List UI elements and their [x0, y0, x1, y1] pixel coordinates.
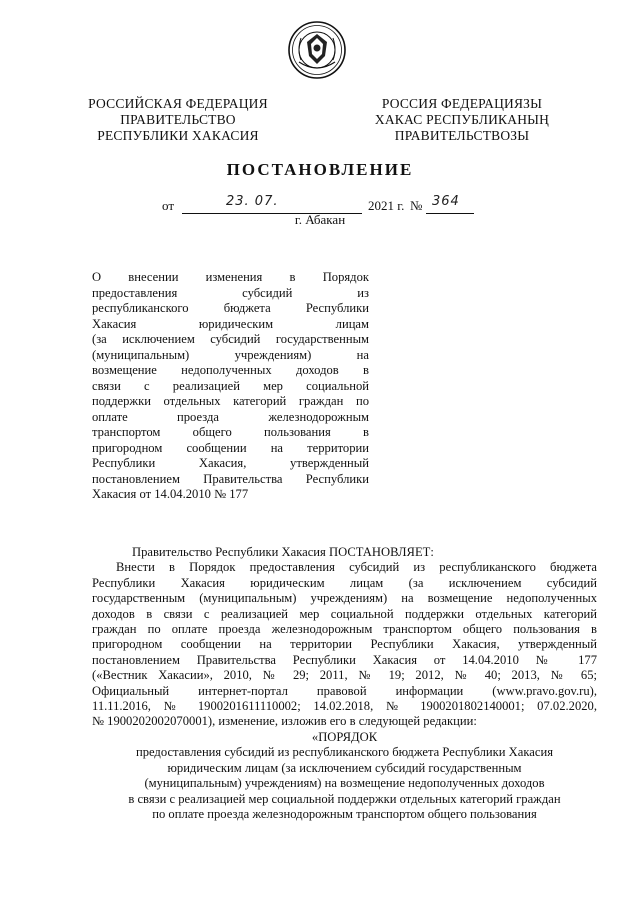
- paragraph-line: («Вестник Хакасии», 2010, № 29; 2011, № 19; 2012, № 40; 2013, № 65;: [92, 668, 597, 683]
- paragraph-line: Внести в Порядок предоставления субсидий из республиканского бюджета: [116, 560, 597, 575]
- paragraph-line: государственным (муниципальным) учреждениям) на возмещение недополученных: [92, 591, 597, 606]
- header-right-line: ХАКАС РЕСПУБЛИКАНЫҢ: [374, 112, 550, 127]
- header-right: [362, 96, 562, 144]
- subject-line: пригородном сообщении на территории: [92, 440, 369, 455]
- city: г. Абакан: [294, 212, 346, 227]
- subject-line: связи с реализацией мер социальной: [92, 378, 369, 393]
- subject-line: (за исключением субсидий государственным: [92, 332, 369, 346]
- paragraph-line: Официальный интернет-портал правовой информации (www.pravo.gov.ru),: [92, 683, 597, 698]
- date-from-label: от: [162, 198, 175, 213]
- order-title-line: в связи с реализацией мер социальной поддержки отдельных категорий граждан: [128, 791, 561, 806]
- paragraph-line: Республики Хакасия юридическим лицам (за исключением субсидий: [92, 575, 597, 590]
- date-handwritten: 23. 07.: [226, 194, 279, 209]
- paragraph-line: № 1900202002070001), изменение, изложив его в следующей редакции:: [92, 714, 477, 729]
- document-title: ПОСТАНОВЛЕНИЕ: [226, 160, 414, 179]
- header-left: [78, 96, 278, 144]
- header-right-line: РОССИЯ ФЕДЕРАЦИЯЗЫ: [381, 96, 543, 111]
- subject-line: предоставления субсидий из: [92, 285, 369, 300]
- paragraph-line: граждан по оплате проезда железнодорожным транспортом общего пользования в: [92, 622, 597, 637]
- order-title-line: по оплате проезда железнодорожным транспортом общего пользования: [152, 806, 537, 821]
- order-title-line: (муниципальным) учреждениям) на возмещение недополученных доходов: [144, 776, 545, 791]
- subject-line: (муниципальным) учреждениям) на: [92, 347, 369, 362]
- order-title-line: юридическим лицам (за исключением субсидий государственным: [167, 760, 522, 775]
- header-left-line: РОССИЙСКАЯ ФЕДЕРАЦИЯ: [88, 96, 268, 111]
- header-left-line: РЕСПУБЛИКИ ХАКАСИЯ: [97, 128, 259, 143]
- subject-line: поддержки отдельных категорий граждан по: [92, 394, 369, 408]
- order-title-line: «ПОРЯДОК: [311, 729, 378, 744]
- paragraph-line: 11.11.2016, № 1900201611110002; 14.02.2018, № 1900201802140001; 07.02.2020,: [92, 699, 597, 714]
- subject-line: республиканского бюджета Республики: [92, 301, 369, 315]
- subject-line: постановлением Правительства Республики: [92, 471, 369, 486]
- order-title-line: предоставления субсидий из республиканского бюджета Республики Хакасия: [135, 745, 554, 760]
- number-handwritten: 364: [432, 194, 460, 209]
- paragraph-line: постановлением Правительства Республики Хакасия от 14.04.2010 № 177: [92, 652, 597, 667]
- header-right-line: ПРАВИТЕЛЬСТВОЗЫ: [394, 128, 530, 143]
- header-left-line: ПРАВИТЕЛЬСТВО: [120, 112, 236, 127]
- subject-line: Республики Хакасия, утвержденный: [92, 456, 369, 470]
- subject-line: транспортом общего пользования в: [92, 425, 369, 439]
- subject-line: оплате проезда железнодорожным: [92, 409, 369, 424]
- subject-line: О внесении изменения в Порядок: [92, 270, 369, 284]
- subject-line: Хакасия от 14.04.2010 № 177: [92, 487, 249, 501]
- paragraph-line: пригородном сообщении на территории Республики Хакасия, утвержденный: [92, 637, 597, 652]
- body-text: [92, 545, 597, 822]
- emblem-icon: [287, 20, 347, 80]
- preamble: Правительство Республики Хакасия ПОСТАНОВЛЯЕТ:: [132, 545, 434, 559]
- paragraph-line: доходов в связи с реализацией мер социальной поддержки отдельных категорий: [92, 606, 597, 621]
- number-label: №: [410, 198, 423, 213]
- subject-line: возмещение недополученных доходов в: [92, 363, 369, 377]
- subject-line: Хакасия юридическим лицам: [92, 316, 369, 331]
- date-year: 2021 г.: [368, 198, 405, 213]
- subject-block: [92, 270, 369, 503]
